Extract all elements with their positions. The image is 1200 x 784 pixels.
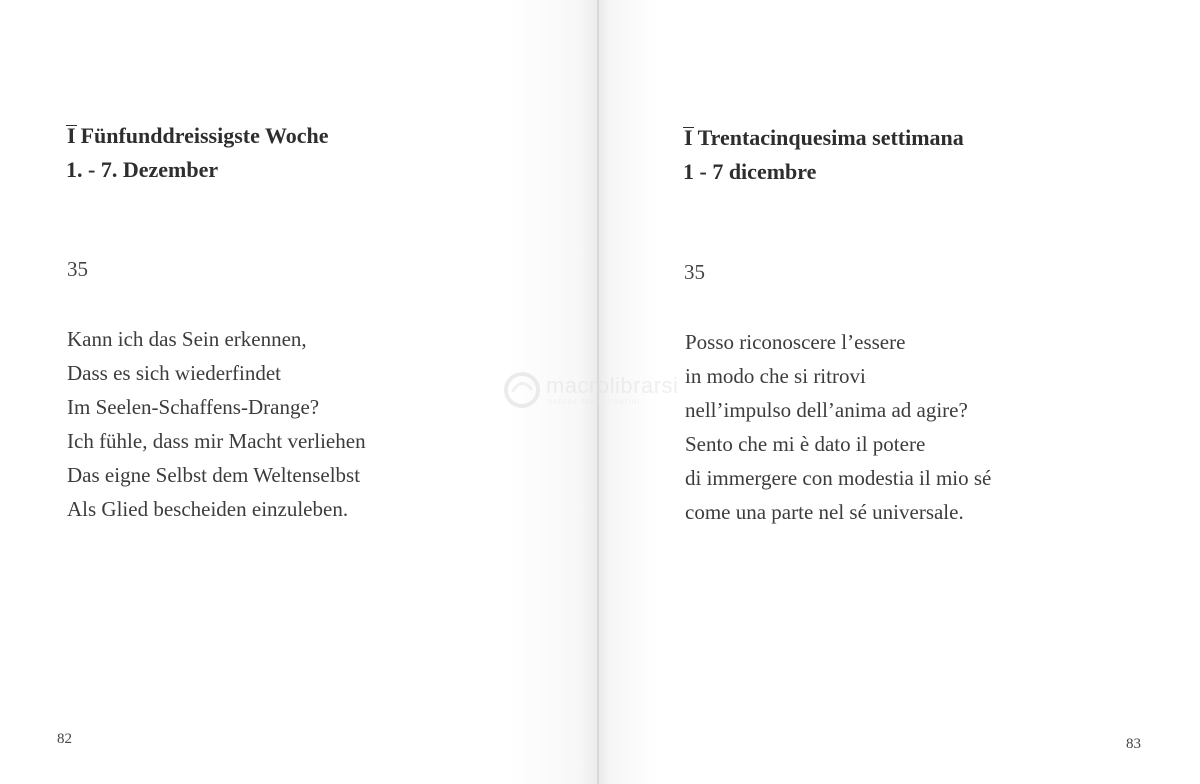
- verse-line: Als Glied bescheiden einzuleben.: [67, 497, 349, 521]
- watermark-brand: macrolibrarsi: [546, 373, 679, 398]
- verse-line: Dass es sich wiederfindet: [67, 361, 282, 385]
- left-week-number: 35: [67, 257, 88, 281]
- left-page-number: 82: [57, 731, 72, 747]
- verse-line: come una parte nel sé universale.: [685, 500, 964, 524]
- verse-line: nell’impulso dell’anima ad agire?: [685, 398, 968, 422]
- right-page: [598, 0, 1200, 784]
- verse-line: Kann ich das Sein erkennen,: [67, 327, 307, 351]
- right-page-number: 83: [1126, 736, 1141, 752]
- verse-line: in modo che si ritrovi: [685, 364, 866, 388]
- left-verse: [67, 322, 366, 526]
- right-title-line2: 1 - 7 dicembre: [683, 159, 817, 184]
- verse-line: Das eigne Selbst dem Weltenselbst: [67, 463, 361, 487]
- right-title-line1: Trentacinquesima settimana: [697, 125, 964, 150]
- verse-line: Posso riconoscere l’essere: [685, 330, 906, 354]
- verse-line: Im Seelen-Schaffens-Drange?: [67, 395, 320, 419]
- right-verse: [685, 325, 991, 529]
- right-week-roman-numeral: I: [684, 125, 693, 150]
- watermark-tagline: SAPERE SENZA CONFINI: [548, 400, 641, 406]
- left-page-heading: [66, 119, 329, 187]
- right-page-heading: [683, 121, 964, 189]
- left-title-line1: Fünfunddreissigste Woche: [80, 123, 329, 148]
- watermark-logo-icon: [502, 370, 542, 410]
- right-week-number: 35: [684, 260, 705, 284]
- verse-line: Ich fühle, dass mir Macht verliehen: [67, 429, 366, 453]
- verse-line: Sento che mi è dato il potere: [685, 432, 926, 456]
- left-week-roman-numeral: I: [67, 123, 76, 148]
- watermark: [502, 370, 679, 414]
- verse-line: di immergere con modestia il mio sé: [685, 466, 992, 490]
- left-title-line2: 1. - 7. Dezember: [66, 157, 219, 182]
